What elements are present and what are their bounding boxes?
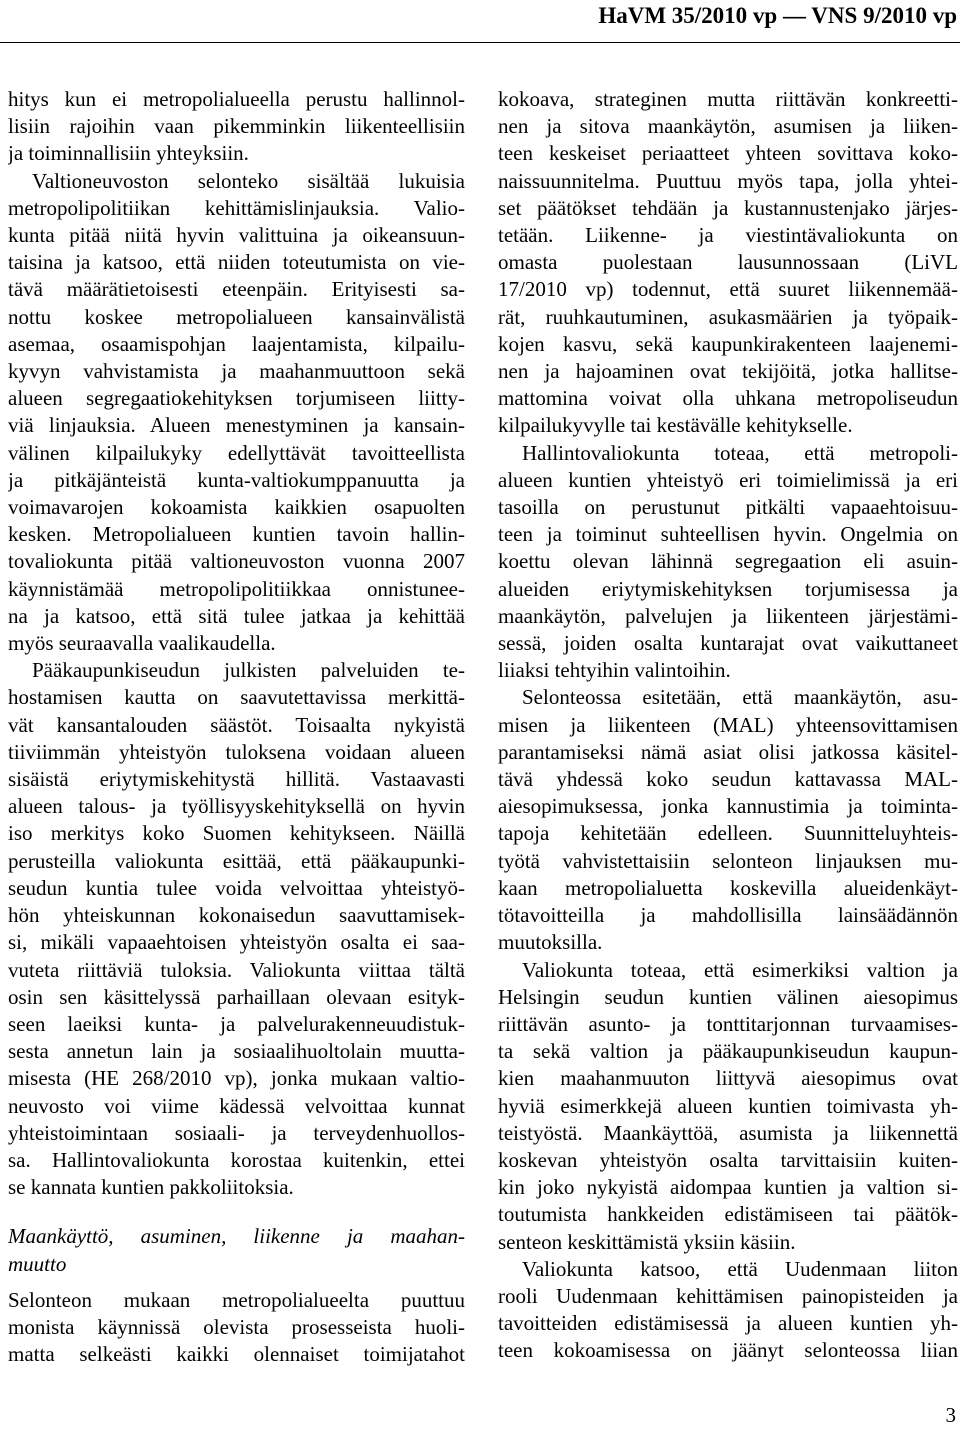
text-line: sisäistä eriytymiskehitystä hillitä. Vastaavasti [8,767,465,792]
text-line: hitys kun ei metropolialueella perustu hallinnol- [8,87,465,111]
text-line: kien maahanmuuton liittyvä aiesopimus ovat [498,1066,958,1091]
text-line: toutumista hankkeiden edistämiseen tai päätök- [498,1202,958,1227]
paragraph [8,1287,465,1369]
text-line: Hallintovaliokunta toteaa, että metropoli- [522,440,958,465]
section-heading-line: Maankäyttö, asuminen, liikenne ja maahan- [8,1224,465,1249]
text-line: kilpailukyvylle tai kestävälle kehitykselle. [498,413,853,438]
text-line: tötavoitteilla ja mahdollisilla lainsäädännön [498,903,958,928]
text-line: lisiin rajoihin vaan pikemminkin liikenteellisiin [8,114,465,139]
running-header: HaVM 35/2010 vp — VNS 9/2010 vp [598,3,957,28]
text-line: kyvyn vahvistamista ja maahanmuuttoon sekä [8,359,465,384]
text-line: tävä yhdessä koko seudun kattavassa MAL- [498,767,958,792]
text-line: riittävän asunto- ja tonttitarjonnan turvaamises- [498,1011,958,1036]
text-line: neuvosto voi viime kädessä velvoittaa kunnat [8,1093,465,1118]
text-line: misesta (HE 268/2010 vp), jonka mukaan valtio- [8,1066,465,1091]
text-line: omasta puolestaan lausunnossaan (LiVL [498,250,958,275]
paragraph [8,657,465,1201]
text-line: hön yhteiskunnan kokonaisedun saavuttamisek- [8,903,465,928]
text-line: parantamiseksi nämä asiat olisi jatkossa käsitel- [498,739,958,764]
text-line: teen kokoamisessa on jäänyt selonteossa liian [498,1338,958,1363]
text-line: se kannata kuntien pakkoliitoksia. [8,1175,294,1200]
text-line: Selonteossa esitetään, että maankäytön, asu- [522,685,958,710]
text-line: tavoitteiden edistämisessä ja alueen kuntien yh- [498,1311,958,1336]
text-line: koettu olevan lähinnä segregaation eli asuin- [498,549,958,574]
section-heading-line: muutto [8,1251,67,1276]
text-line: misen ja liikenteen (MAL) yhteensovittamisen [498,712,958,737]
text-line: teen keskeiset periaatteet yhteen sovittava koko- [498,141,958,166]
text-line: Selonteon mukaan metropolialueelta puuttuu [8,1287,465,1312]
text-line: vät kansantalouden säästöt. Toisaalta nykyistä [8,712,465,737]
text-line: tiiviimmän yhteistyön tuloksena voidaan alueen [8,739,465,764]
text-line: monista käynnissä olevista prosesseista huoli- [8,1314,465,1339]
text-line: alueen talous- ja työllisyyskehityksellä on hyvin [8,794,465,819]
text-line: sa. Hallintovaliokunta korostaa kuitenkin, ettei [8,1147,465,1172]
text-line: tetään. Liikenne- ja viestintävaliokunta on [498,223,958,248]
text-line: maankäytön, palvelujen ja liikenteen järjestämi- [498,603,958,628]
text-line: kin joko nykyistä aidompaa kuntien ja valtion si- [498,1175,958,1200]
text-line: osin sen käsittelyssä parhaillaan olevaan esityk- [8,984,465,1009]
text-line: hostamisen kautta on saavutettavissa merkittä- [8,685,465,710]
paragraph [498,957,958,1256]
text-line: teen ja toiminut suhteellisen hyvin. Ongelmia on [498,522,958,547]
text-line: set päätökset tehdään ja kustannustenjako järjes- [498,195,958,220]
text-line: voimavarojen kokoamista kaikkien osapuolten [8,495,465,520]
paragraph [498,1256,958,1365]
text-line: si, mikäli vapaaehtoisen yhteistyön osalta ei saa- [8,930,465,955]
header-rule [0,42,960,43]
text-line: kokoava, strateginen mutta riittävän konkreetti- [498,87,958,111]
text-line: seen laeiksi kunta- ja palvelurakenneuudistuk- [8,1011,465,1036]
text-line: kesken. Metropolialueen kuntien tavoin hallin- [8,522,465,547]
text-line: senteon keskittämistä yksiin käsiin. [498,1229,796,1254]
text-line: rooli Uudenmaan kehittämisen painopisteiden ja [498,1283,958,1308]
text-line: työtä vahvistettaisiin selonteon linjauksen mu- [498,848,958,873]
text-line: viä linjauksia. Alueen menestyminen ja kansain- [8,413,465,438]
text-line: ta sekä valtion ja pääkaupunkiseudun kaupun- [498,1039,958,1064]
section-heading [8,1223,465,1277]
text-line: rät, ruuhkautuminen, asukasmäärien ja työpaik- [498,304,958,329]
text-line: Helsingin seudun kuntien välinen aiesopimus [498,984,958,1009]
text-line: Valtioneuvoston selonteko sisältää lukuisia [32,168,465,193]
text-line: naissuunnitelma. Puuttuu myös tapa, jolla yhtei- [498,168,958,193]
right-column [498,86,958,1365]
text-line: ja pitkäjänteistä kunta-valtiokumppanuutta ja [8,467,465,492]
text-line: muutoksilla. [498,930,603,955]
text-line: yhteistoimintaan sosiaali- ja terveydenhuollos- [8,1120,465,1145]
text-line: matta selkeästi kaikki olennaiset toimijatahot [8,1342,465,1367]
text-line: välinen kilpailukyky edellyttävät tavoitteellista [8,440,465,465]
text-line: myös seuraavalla vaalikaudella. [8,631,276,656]
text-line: alueen kuntien yhteistyö eri toimielimissä ja eri [498,467,958,492]
text-line: teistyöstä. Maankäyttöä, asumista ja liikennettä [498,1120,958,1145]
text-line: alueiden eriytymiskehityksen torjumisessa ja [498,576,958,601]
page-number: 3 [945,1403,956,1427]
text-line: metropolipolitiikan kehittämislinjauksia. Valio- [8,195,465,220]
text-line: 17/2010 vp) todennut, että suuret liikennemää- [498,277,958,302]
text-line: Valiokunta katsoo, että Uudenmaan liiton [522,1256,958,1281]
text-line: Valiokunta toteaa, että esimerkiksi valtion ja [522,957,958,982]
text-line: nen ja sitova maankäytön, asumisen ja liiken- [498,114,958,139]
text-line: tasoilla on perustunut pitkälti vapaaehtoisuu- [498,495,958,520]
text-line: sesta annetun lain ja sosiaalihuoltolain muutta- [8,1039,465,1064]
text-line: taisina ja katsoo, että niiden toteutumista on vie- [8,250,465,275]
text-line: seudun kuntia tulee voida velvoittaa yhteistyö- [8,875,465,900]
text-line: liiaksi tehtyihin valintoihin. [498,658,731,683]
text-line: käynnistämää metropolipolitiikkaa onnistunee- [8,576,465,601]
text-line: hyviä esimerkkejä alueen kuntien toimivasta yh- [498,1093,958,1118]
paragraph [8,168,465,658]
text-line: sessä, joiden osalta kuntarajat ovat vaikuttaneet [498,631,958,656]
text-line: Pääkaupunkiseudun julkisten palveluiden te- [32,658,465,683]
text-line: mattomina voivat olla uhkana metropoliseudun [498,386,958,411]
text-line: tapoja kehitetään edelleen. Suunnitteluyhteis- [498,821,958,846]
text-line: tovaliokunta pitää valtioneuvoston vuonna 2007 [8,549,465,574]
paragraph [498,440,958,685]
text-line: kaan metropolialuetta koskevilla alueidenkäyt- [498,875,958,900]
text-line: alueen segregaatiokehityksen torjumiseen liitty- [8,386,465,411]
paragraph [498,684,958,956]
text-line: kunta pitää niitä hyvin valittuina ja oikeansuun- [8,223,465,248]
text-line: koskevan yhteistyön osalta tarvittaisiin kuiten- [498,1147,958,1172]
paragraph [498,86,958,440]
paragraph [8,86,465,168]
text-line: nen ja hajoaminen ovat tekijöitä, jotka hallitse- [498,359,958,384]
text-line: aiesopimuksessa, jonka kannustimia ja toiminta- [498,794,958,819]
text-line: perusteilla valiokunta esittää, että pääkaupunki- [8,848,465,873]
text-line: vuteta riittäviä tuloksia. Valiokunta viittaa tältä [8,957,465,982]
text-line: nottu koskee metropolialueen kansainvälistä [8,304,465,329]
text-line: kojen kasvu, sekä kaupunkirakenteen laajenemi- [498,331,958,356]
text-line: na ja katsoo, että sitä tulee jatkaa ja kehittää [8,603,465,628]
text-line: iso merkitys koko Suomen kehitykseen. Näillä [8,821,465,846]
text-line: asemaa, osaamispohjan laajentamista, kilpailu- [8,331,465,356]
text-line: tävä määrätietoisesti eteenpäin. Erityisesti sa- [8,277,465,302]
text-line: ja toiminnallisiin yhteyksiin. [8,141,249,166]
left-column [8,86,465,1368]
